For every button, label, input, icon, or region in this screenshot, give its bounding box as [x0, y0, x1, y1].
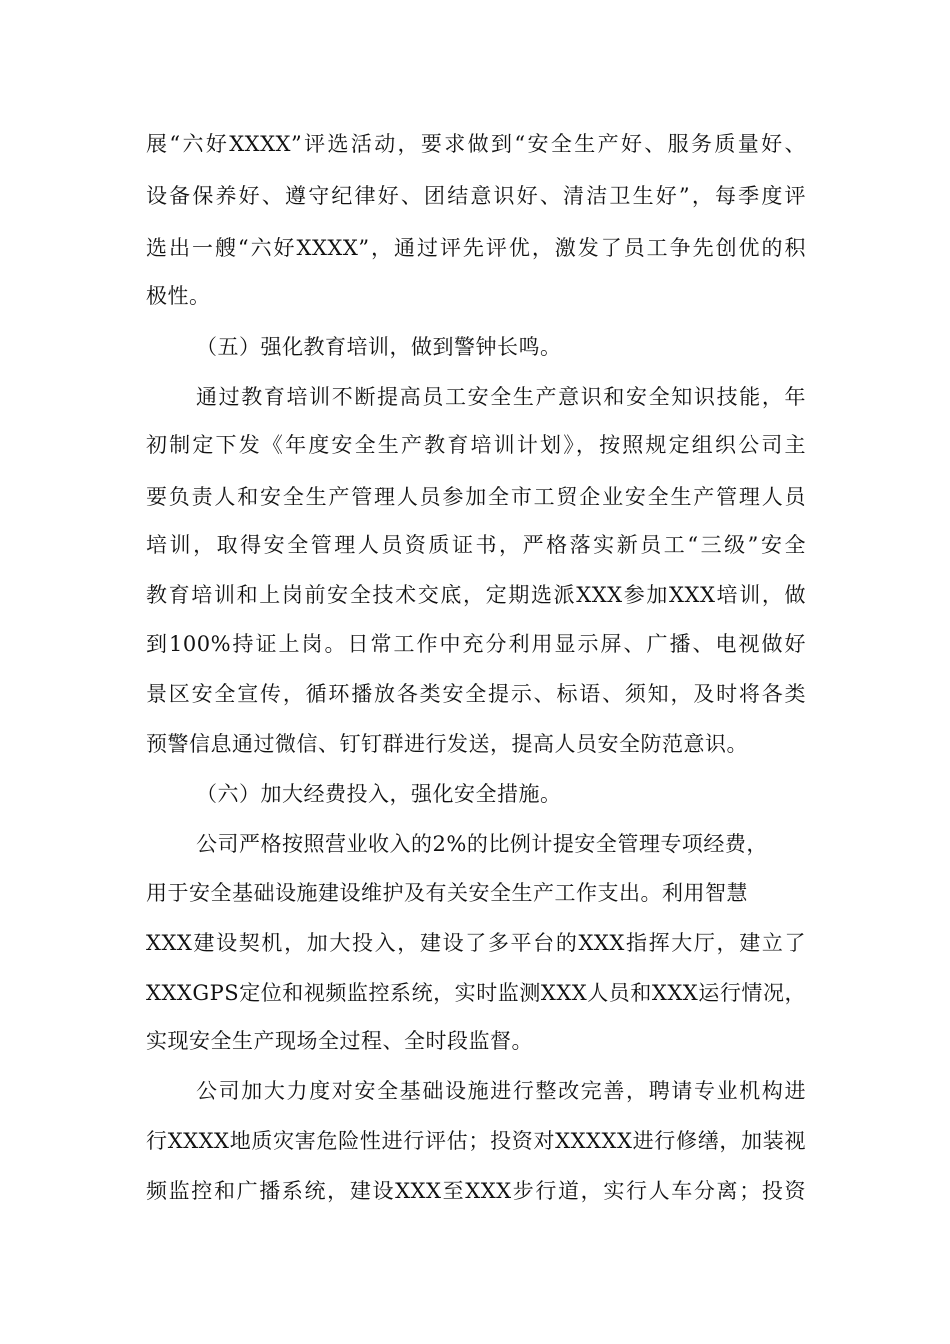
paragraph-line: 到100%持证上岗。日常工作中充分利用显示屏、广播、电视做好 [146, 632, 806, 656]
paragraph-line: 预警信息通过微信、钉钉群进行发送，提高人员安全防范意识。 [146, 732, 748, 756]
paragraph-line: 培训，取得安全管理人员资质证书，严格落实新员工“三级”安全 [146, 533, 806, 557]
paragraph-line: 设备保养好、遵守纪律好、团结意识好、清洁卫生好”，每季度评 [146, 184, 806, 208]
paragraph-line: 频监控和广播系统，建设XXX至XXX步行道，实行人车分离；投资 [146, 1179, 806, 1203]
paragraph-line: XXXGPS定位和视频监控系统，实时监测XXX人员和XXX运行情况， [146, 981, 806, 1005]
paragraph-line: 实现安全生产现场全过程、全时段监督。 [146, 1029, 533, 1053]
paragraph-line: 公司严格按照营业收入的2%的比例计提安全管理专项经费， [196, 832, 768, 856]
section-heading: （六）加大经费投入，强化安全措施。 [196, 782, 562, 806]
paragraph-line: 公司加大力度对安全基础设施进行整改完善，聘请专业机构进 [196, 1079, 806, 1103]
section-heading: （五）强化教育培训，做到警钟长鸣。 [196, 335, 562, 359]
paragraph-line: 选出一艘“六好XXXX”，通过评先评优，激发了员工争先创优的积 [146, 236, 806, 260]
paragraph-line: 教育培训和上岗前安全技术交底，定期选派XXX参加XXX培训，做 [146, 583, 806, 607]
paragraph-line: XXX建设契机，加大投入，建设了多平台的XXX指挥大厅，建立了 [146, 931, 806, 955]
paragraph-line: 要负责人和安全生产管理人员参加全市工贸企业安全生产管理人员 [146, 485, 806, 509]
paragraph-line: 极性。 [146, 284, 211, 308]
paragraph-line: 展“六好XXXX”评选活动，要求做到“安全生产好、服务质量好、 [146, 132, 806, 156]
paragraph-line: 初制定下发《年度安全生产教育培训计划》，按照规定组织公司主 [146, 433, 806, 457]
paragraph-line: 景区安全宣传，循环播放各类安全提示、标语、须知，及时将各类 [146, 682, 806, 706]
paragraph-line: 用于安全基础设施建设维护及有关安全生产工作支出。利用智慧 [146, 881, 748, 905]
paragraph-line: 行XXXX地质灾害危险性进行评估；投资对XXXXX进行修缮，加装视 [146, 1129, 806, 1153]
paragraph-line: 通过教育培训不断提高员工安全生产意识和安全知识技能，年 [196, 385, 806, 409]
